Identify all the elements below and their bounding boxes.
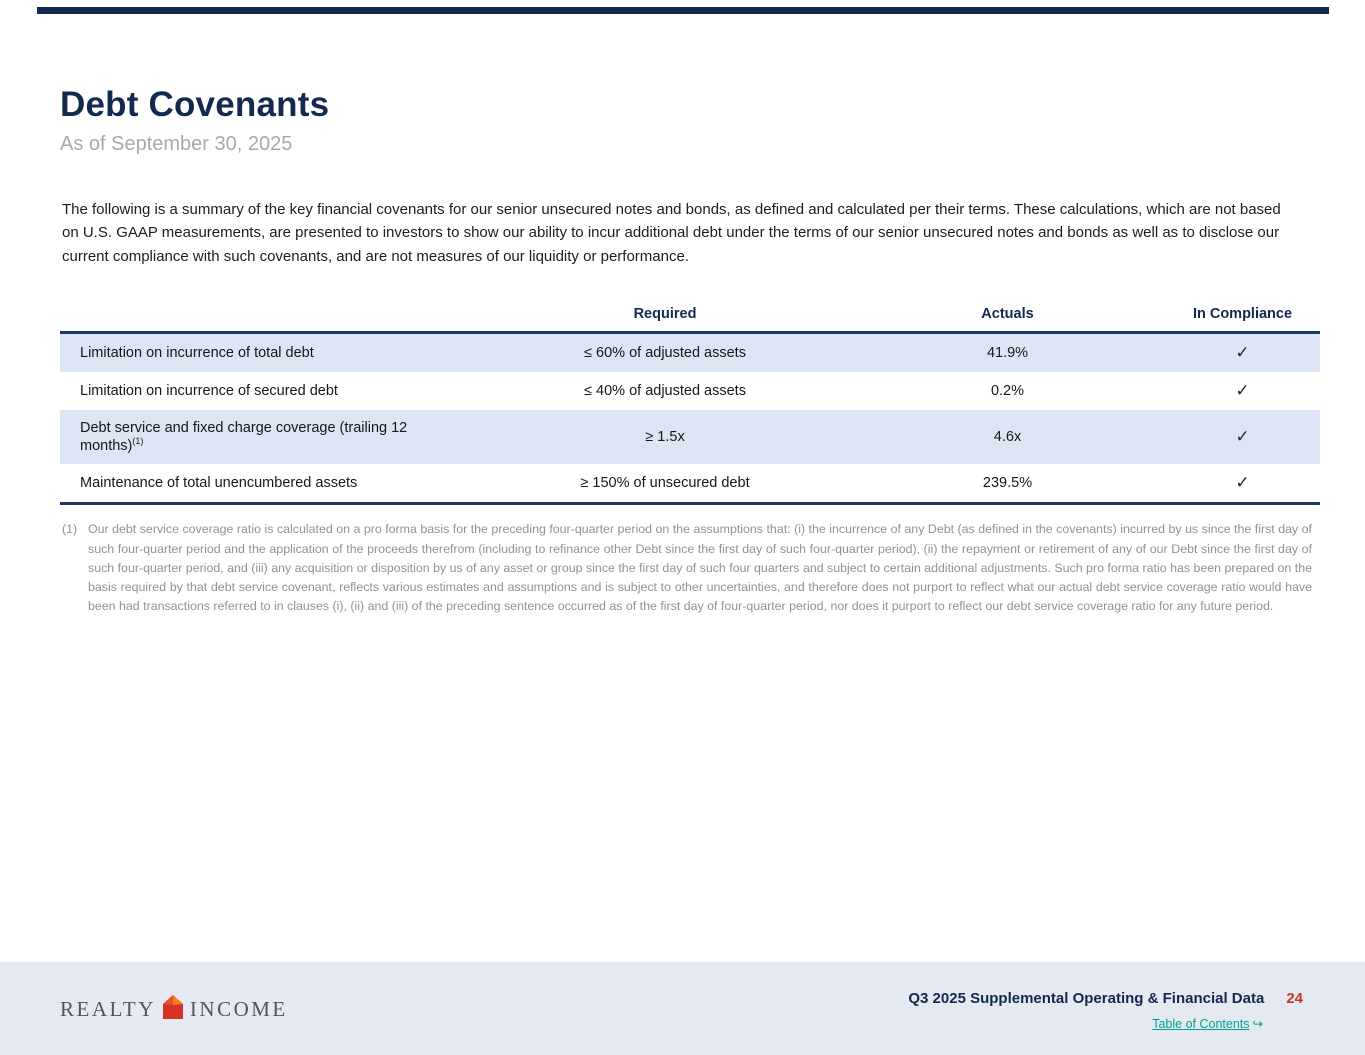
compliance-cell <box>1165 333 1320 373</box>
footer-doc-title: Q3 2025 Supplemental Operating & Financial Data <box>908 990 1265 1007</box>
page-subtitle: As of September 30, 2025 <box>60 133 293 155</box>
logo-text-income: INCOME <box>189 996 288 1021</box>
actuals-cell: 0.2% <box>990 383 1025 400</box>
realty-income-logo <box>60 993 288 1025</box>
footer-toc-line <box>908 1016 1263 1031</box>
covenant-cell <box>60 333 480 373</box>
table-row <box>60 333 1320 373</box>
checkmark-icon: ✓ <box>1235 473 1250 493</box>
intro-paragraph: The following is a summary of the key financial covenants for our senior unsecured notes and bonds, as defined and calculated per their terms. These calculations, which are not based on U.S. GAAP measurements, are presented to investors to show our ability to incur additional debt under the terms of our senior unsecured notes and bonds as well as to disclose our current compliance with such covenants, and are not measures of our liquidity or performance. <box>62 201 1281 265</box>
actuals-cell: 4.6x <box>993 429 1022 446</box>
compliance-cell <box>1165 372 1320 410</box>
required-cell: ≥ 1.5x <box>645 429 685 446</box>
checkmark-icon: ✓ <box>1235 381 1250 401</box>
footnote-reference: (1) <box>132 436 144 447</box>
required-cell: ≤ 60% of adjusted assets <box>584 345 746 362</box>
table-header-row <box>60 300 1320 333</box>
page-number: 24 <box>1286 990 1303 1007</box>
covenant-label: Limitation on incurrence of total debt <box>80 345 314 362</box>
page-title: Debt Covenants <box>60 85 330 124</box>
table-row <box>60 464 1320 504</box>
logo-house-icon <box>161 993 185 1025</box>
footer-right-block <box>908 990 1303 1031</box>
covenant-cell <box>60 410 480 464</box>
covenant-cell <box>60 464 480 504</box>
covenant-label: Limitation on incurrence of secured debt <box>80 383 338 400</box>
logo-text-realty: REALTY <box>60 996 156 1021</box>
footer-doc-title-line <box>908 990 1303 1007</box>
column-header-covenant <box>60 300 480 333</box>
checkmark-icon: ✓ <box>1235 427 1250 447</box>
page-footer <box>0 962 1365 1055</box>
table-of-contents-link[interactable] <box>1152 1017 1249 1031</box>
covenant-label: Debt service and fixed charge coverage (trailing 12 months) <box>80 420 408 455</box>
actuals-cell: 239.5% <box>850 464 1165 504</box>
footnote <box>62 520 1312 615</box>
table-of-contents-label: Table of Contents <box>1152 1017 1250 1031</box>
column-header-required: Required <box>480 300 850 333</box>
required-cell: ≤ 40% of adjusted assets <box>584 383 746 400</box>
covenant-label: Maintenance of total unencumbered assets <box>80 475 358 492</box>
actuals-cell: 41.9% <box>986 345 1029 362</box>
return-arrow-icon: ↪ <box>1252 1017 1263 1031</box>
page-content <box>60 0 1322 616</box>
column-header-compliance: In Compliance <box>1165 300 1320 333</box>
table-row <box>60 410 1320 464</box>
column-header-actuals: Actuals <box>850 300 1165 333</box>
checkmark-icon: ✓ <box>1235 343 1250 363</box>
compliance-cell <box>1165 410 1320 464</box>
footnote-marker: (1) <box>62 522 78 537</box>
covenant-cell <box>60 372 480 410</box>
compliance-cell <box>1165 464 1320 504</box>
table-row <box>60 372 1320 410</box>
footnote-text: Our debt service coverage ratio is calculated on a pro forma basis for the preceding four-quarter period on the assumptions that: (i) the incurrence of any Debt (as defined in the covenants) incurred by us since the first day of such four-quarter period and the application of the proceeds therefrom (including to refinance other Debt since the first day of such four-quarter period), (ii) the repayment or retirement of any of our Debt since the first day of such four-quarter period, and (iii) any acquisition or disposition by us of any asset or group since the first day of such four quarters and subject to certain additional adjustments. Such pro forma ratio has been prepared on the basis required by that debt service covenant, reflects various estimates and assumptions and is subject to other uncertainties, and therefore does not purport to reflect what our actual debt service coverage ratio would have been had transactions referred to in clauses (i), (ii) and (iii) of the preceding sentence occurred as of the first day of four-quarter period, nor does it purport to reflect our debt service coverage ratio for any future period. <box>88 522 1312 613</box>
covenants-table <box>60 300 1320 505</box>
required-cell: ≥ 150% of unsecured debt <box>480 464 850 504</box>
